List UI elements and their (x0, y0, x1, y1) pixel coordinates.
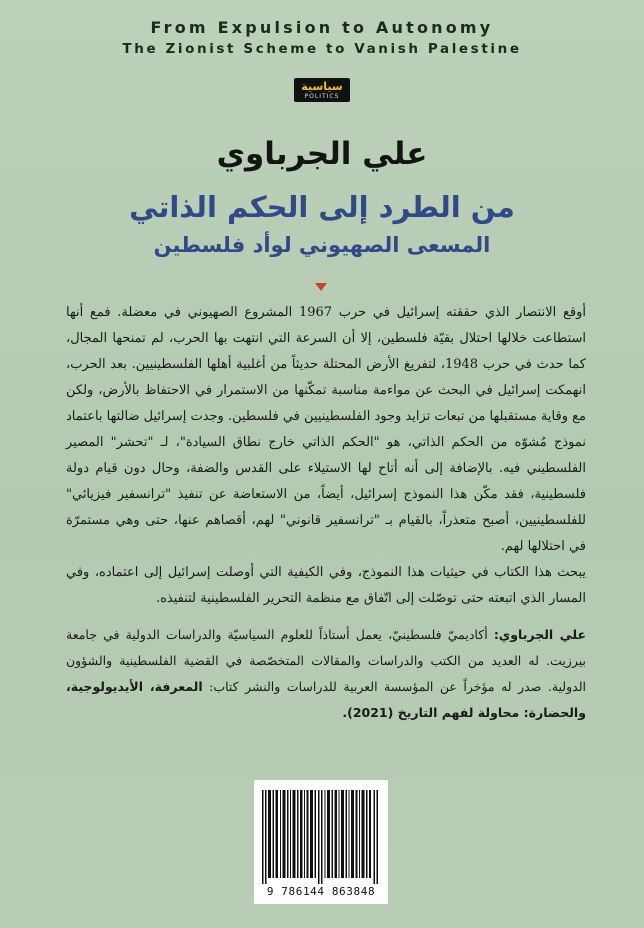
publisher-logo (294, 78, 350, 102)
blurb-paragraph: أوقع الانتصار الذي حققته إسرائيل في حرب 1967 المشروع الصهيوني في معضلة. فمع أنها استطاعت خلالها احتلال بقيّة فلسطين، إلا أن السرعة التي انتهت بها الحرب، لم تمنحها المجال، كما حدث في حرب 1948، لتفريغ الأرض المحتلة حديثاً من أغلبية أهلها الفلسطينيين. بعد الحرب، انهمكت إسرائيل في البحث عن مواءمة مناسبة تمكّنها من الاستمرار في الاحتفاظ بالأرض، ولكن مع وقاية مستقبلها من تبعات تزايد وجود الفلسطينيين في فلسطين. وجدت إسرائيل ضالتها باعتماد نموذج مُشوّه من الحكم الذاتي، هو "الحكم الذاتي خارج نطاق السيادة"، لـ "تحشر" المصير الفلسطيني فيه. بالإضافة إلى أنه أتاح لها الاستيلاء على القدس والضفة، وحال دون قيام دولة فلسطينية، فقد مكّن هذا النموذج إسرائيل، أيضاً، من الاستعاضة عن تنفيذ "ترانسفير فيزيائي" للفلسطينيين، أصبح متعذراً، بالقيام بـ "ترانسفير قانوني" لهم، أقصاهم عنها، حتى وهي مستمرّة في احتلالها لهم. (66, 305, 586, 554)
barcode-icon (262, 790, 380, 884)
isbn-number: 9 786144 863848 (266, 885, 376, 898)
barcode (254, 780, 388, 904)
triangle-marker-icon (315, 283, 327, 291)
arabic-subtitle: المسعى الصهيوني لوأد فلسطين (153, 233, 491, 257)
author-bio (66, 622, 586, 726)
arabic-title: من الطرد إلى الحكم الذاتي (129, 190, 515, 224)
english-title: From Expulsion to Autonomy (150, 18, 494, 37)
blurb-paragraph: يبحث هذا الكتاب في حيثيات هذا النموذج، وفي الكيفية التي أوصلت إسرائيل إلى اعتماده، وفي المسار الذي اتبعته حتى توصّلت إلى اتّفاق مع منظمة التحرير الفلسطينية لتنفيذه. (66, 565, 586, 606)
bio-text: أكاديميّ فلسطينيّ، يعمل أستاذاً للعلوم السياسيّة والدراسات الدولية في جامعة بيرزيت. له العديد من الكتب والدراسات والمقالات المتخصّصة في القضية الفلسطينية والشؤون الدولية. صدر له مؤخراً عن المؤسسة العربية للدراسات والنشر كتاب: (66, 627, 586, 694)
blurb (66, 300, 586, 612)
publisher-logo-subtext: POLITICS (304, 93, 340, 100)
publisher-logo-text: سياسية (301, 80, 343, 93)
english-subtitle: The Zionist Scheme to Vanish Palestine (122, 41, 522, 57)
author-name: علي الجرباوي (216, 136, 428, 172)
bio-author-name: علي الجرباوي: (493, 627, 586, 642)
bio-recent-book: المعرفة، الأيديولوجية، والحضارة: محاولة لفهم التاريخ (2021). (66, 679, 586, 720)
